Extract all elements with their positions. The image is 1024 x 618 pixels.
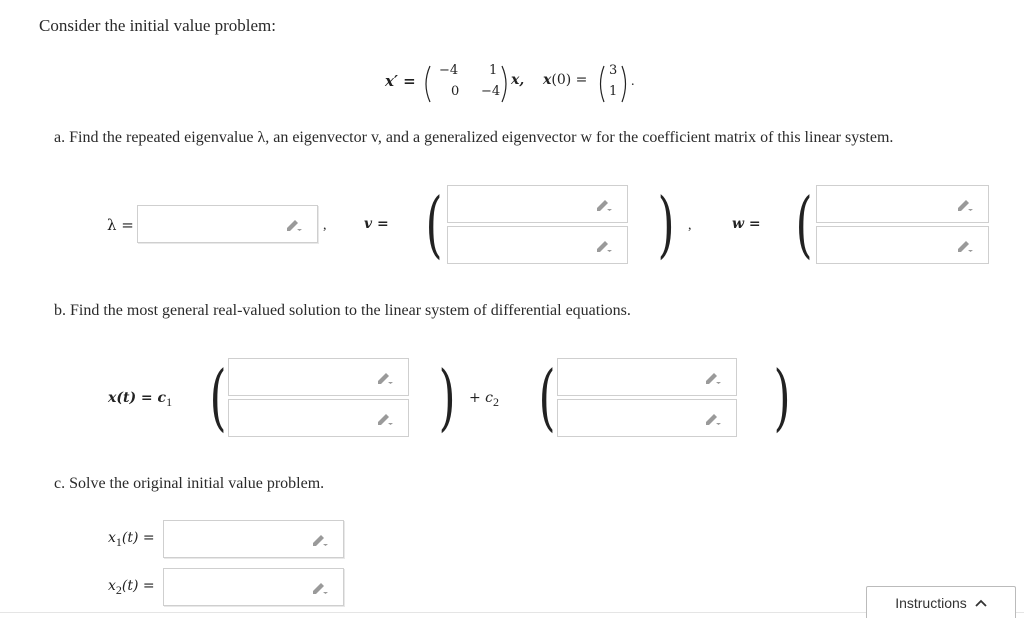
initial-vector-1: 3 <box>609 63 618 78</box>
initial-vector-2: 1 <box>609 84 618 99</box>
pencil-icon[interactable] <box>956 238 974 252</box>
equation-x: x, <box>511 72 525 88</box>
matrix-a21: 0 <box>451 84 460 99</box>
c2-vector-input-2[interactable] <box>557 399 737 437</box>
matrix-a12: 1 <box>489 63 498 78</box>
v-label: v = <box>364 216 389 232</box>
plus-c2-label: + $c_2$ <box>469 390 500 409</box>
c1-vector-input-2[interactable] <box>228 399 409 437</box>
general-solution-label: $x(t) = c_1$ <box>108 390 173 409</box>
pencil-icon[interactable] <box>376 370 394 384</box>
c1-left-paren: ( <box>209 355 227 439</box>
lambda-label: λ = <box>107 216 134 234</box>
v-right-paren: ) <box>657 182 675 266</box>
v-left-paren: ( <box>425 182 443 266</box>
lambda-input[interactable] <box>137 205 318 243</box>
pencil-icon[interactable] <box>376 411 394 425</box>
w-input-1[interactable] <box>816 185 989 223</box>
pencil-icon[interactable] <box>704 370 722 384</box>
matrix-a22: −4 <box>481 84 501 99</box>
c2-left-paren: ( <box>538 355 556 439</box>
chevron-up-icon <box>975 599 987 607</box>
pencil-icon[interactable] <box>285 217 303 231</box>
pencil-icon[interactable] <box>956 197 974 211</box>
c1-right-paren: ) <box>438 355 456 439</box>
instructions-label: Instructions <box>895 594 967 611</box>
equation-lhs: x′ = <box>385 72 416 90</box>
part-a-prompt: a. Find the repeated eigenvalue λ, an eigenvector v, and a generalized eigenvector w for the coefficient matrix of this linear system. <box>54 129 894 146</box>
instructions-toggle[interactable] <box>866 586 1016 618</box>
initial-condition-lhs: x(0) = <box>543 72 588 88</box>
pencil-icon[interactable] <box>595 197 613 211</box>
x2-input[interactable] <box>163 568 344 606</box>
comma-2: , <box>688 218 692 233</box>
c1-vector-input-1[interactable] <box>228 358 409 396</box>
x1-input[interactable] <box>163 520 344 558</box>
pencil-icon[interactable] <box>704 411 722 425</box>
c2-right-paren: ) <box>773 355 791 439</box>
v-input-1[interactable] <box>447 185 628 223</box>
v-input-2[interactable] <box>447 226 628 264</box>
matrix-a11: −4 <box>439 63 459 78</box>
pencil-icon[interactable] <box>311 532 329 546</box>
equation-period: . <box>631 74 635 89</box>
c2-vector-input-1[interactable] <box>557 358 737 396</box>
pencil-icon[interactable] <box>595 238 613 252</box>
comma-1: , <box>323 218 327 233</box>
part-c-prompt: c. Solve the original initial value problem. <box>54 475 325 492</box>
part-b-prompt: b. Find the most general real-valued solution to the linear system of differential equations. <box>54 302 631 319</box>
w-input-2[interactable] <box>816 226 989 264</box>
problem-intro: Consider the initial value problem: <box>39 16 277 35</box>
w-label: w = <box>732 216 761 232</box>
w-left-paren: ( <box>795 182 813 266</box>
x1-label: $x_1(t)$ = <box>108 530 155 549</box>
x2-label: $x_2(t)$ = <box>108 578 155 597</box>
pencil-icon[interactable] <box>311 580 329 594</box>
